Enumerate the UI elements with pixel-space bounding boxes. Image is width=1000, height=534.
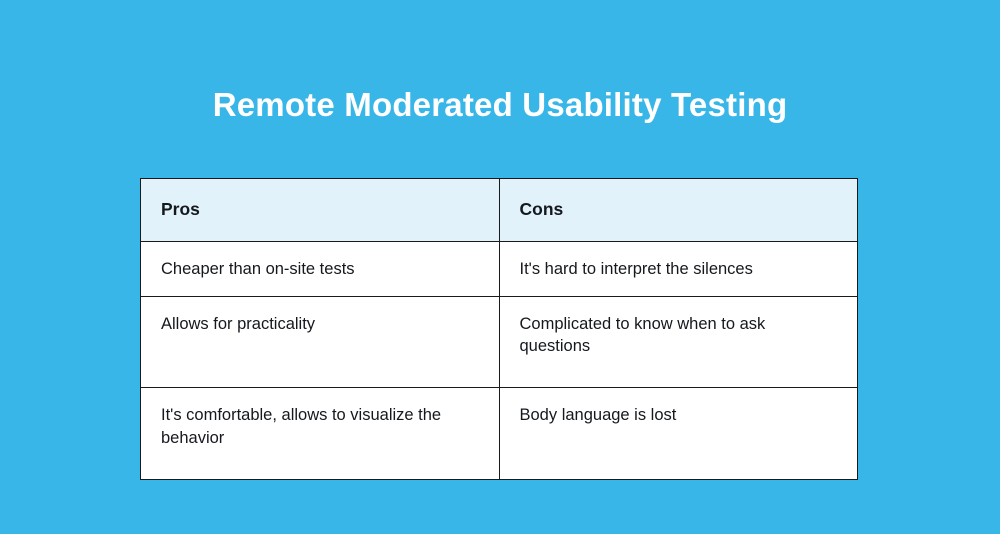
page-title: Remote Moderated Usability Testing [212,86,788,123]
column-header-cons: Cons [499,179,858,242]
table-row [141,241,858,296]
cell-cons: Complicated to know when to ask questions [499,296,858,388]
pros-cons-table [140,178,858,480]
cell-cons: It's hard to interpret the silences [499,241,858,296]
cell-pros: Allows for practicality [141,296,500,388]
table-body [141,241,858,479]
cell-cons: Body language is lost [499,388,858,480]
pros-cons-table-container [140,178,858,480]
table-row [141,388,858,480]
cell-pros: Cheaper than on-site tests [141,241,500,296]
column-header-pros: Pros [141,179,500,242]
table-header-row [141,179,858,242]
table-row [141,296,858,388]
cell-pros: It's comfortable, allows to visualize the behavior [141,388,500,480]
table-header [141,179,858,242]
